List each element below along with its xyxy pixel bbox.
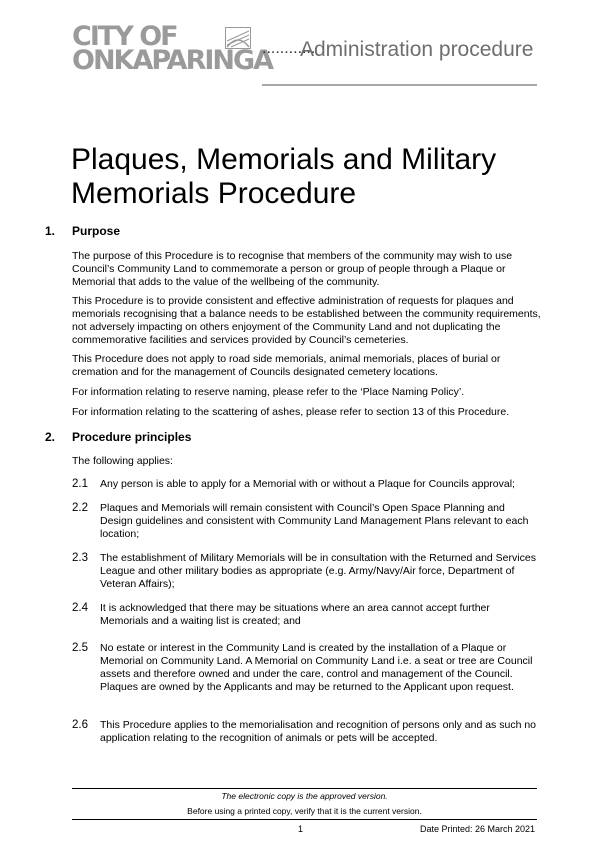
section-title: Purpose: [72, 224, 121, 238]
council-logo: [72, 21, 273, 77]
section-number: 2.: [45, 430, 56, 444]
intro-text: The following applies:: [72, 455, 173, 467]
section-title: Procedure principles: [72, 430, 192, 444]
item-text: It is acknowledged that there may be situations where an area cannot accept further Memorials and a waiting list is created; and: [100, 602, 490, 627]
item-number: 2.4: [72, 602, 88, 614]
item-text: This Procedure applies to the memorialisation and recognition of persons only and as such no application relating to the recognition of animals or pets will be accepted.: [100, 719, 537, 744]
footer-verify-note: Before using a printed copy, verify that it is the current version.: [187, 806, 422, 816]
paragraph: This Procedure does not apply to road side memorials, animal memorials, places of burial or cremation and for the management of Councils designated cemetery locations.: [72, 353, 501, 378]
footer-rule-top: [72, 788, 537, 789]
date-printed: Date Printed: 26 March 2021: [420, 824, 536, 834]
document-type: Administration procedure: [300, 38, 534, 61]
item-number: 2.6: [72, 719, 88, 731]
logo-line-1: CITY OF: [72, 21, 177, 52]
sunrise-logo-icon: [225, 27, 251, 49]
footer-approved-note: The electronic copy is the approved version.: [221, 791, 388, 801]
page-title: Plaques, Memorials and Military Memorials Procedure: [71, 143, 497, 210]
page-number: 1: [298, 824, 304, 834]
header-leader-dots: ............: [262, 40, 316, 57]
item-text: The establishment of Military Memorials will be in consultation with the Returned and Services League and other military bodies as appropriate (e.g. Army/Navy/Air force, Department of Veteran Affairs);: [100, 552, 536, 590]
item-text: No estate or interest in the Community Land is created by the installation of a Plaque or Memorial on Community Land. A Memorial on Community Land i.e. a seat or tree are Council assets and therefore owned and under the care, control and management of the Council. Plaques are owned by the Applicants and may be returned to the Applicant upon request.: [100, 642, 533, 693]
item-number: 2.2: [72, 502, 88, 514]
paragraph: This Procedure is to provide consistent and effective administration of requests for plaques and memorials recognising that a balance needs to be established between the community requirements, not adversely impacting on others enjoyment of the Community Land and not duplicating the commemorative facilities and services provided by Council’s cemeteries.: [72, 295, 541, 346]
paragraph: For information relating to reserve naming, please refer to the ‘Place Naming Policy’.: [72, 386, 465, 398]
item-number: 2.1: [72, 478, 88, 490]
item-number: 2.3: [72, 552, 88, 564]
item-text: Plaques and Memorials will remain consistent with Council’s Open Space Planning and Design guidelines and consistent with Community Land Management Plans relevant to each location;: [100, 502, 529, 540]
item-text: Any person is able to apply for a Memorial with or without a Plaque for Councils approval;: [100, 478, 515, 490]
paragraph: The purpose of this Procedure is to recognise that members of the community may wish to use Council’s Community Land to commemorate a person or group of people through a Plaque or Memorial that adds to the value of the wellbeing of the community.: [72, 250, 513, 288]
paragraph: For information relating to the scattering of ashes, please refer to section 13 of this Procedure.: [72, 406, 510, 418]
item-number: 2.5: [72, 642, 88, 654]
logo-line-2: ONKAPARINGA: [72, 45, 273, 76]
footer-rule-bottom: [72, 819, 537, 820]
section-number: 1.: [45, 224, 56, 238]
header-rule: [262, 84, 537, 86]
